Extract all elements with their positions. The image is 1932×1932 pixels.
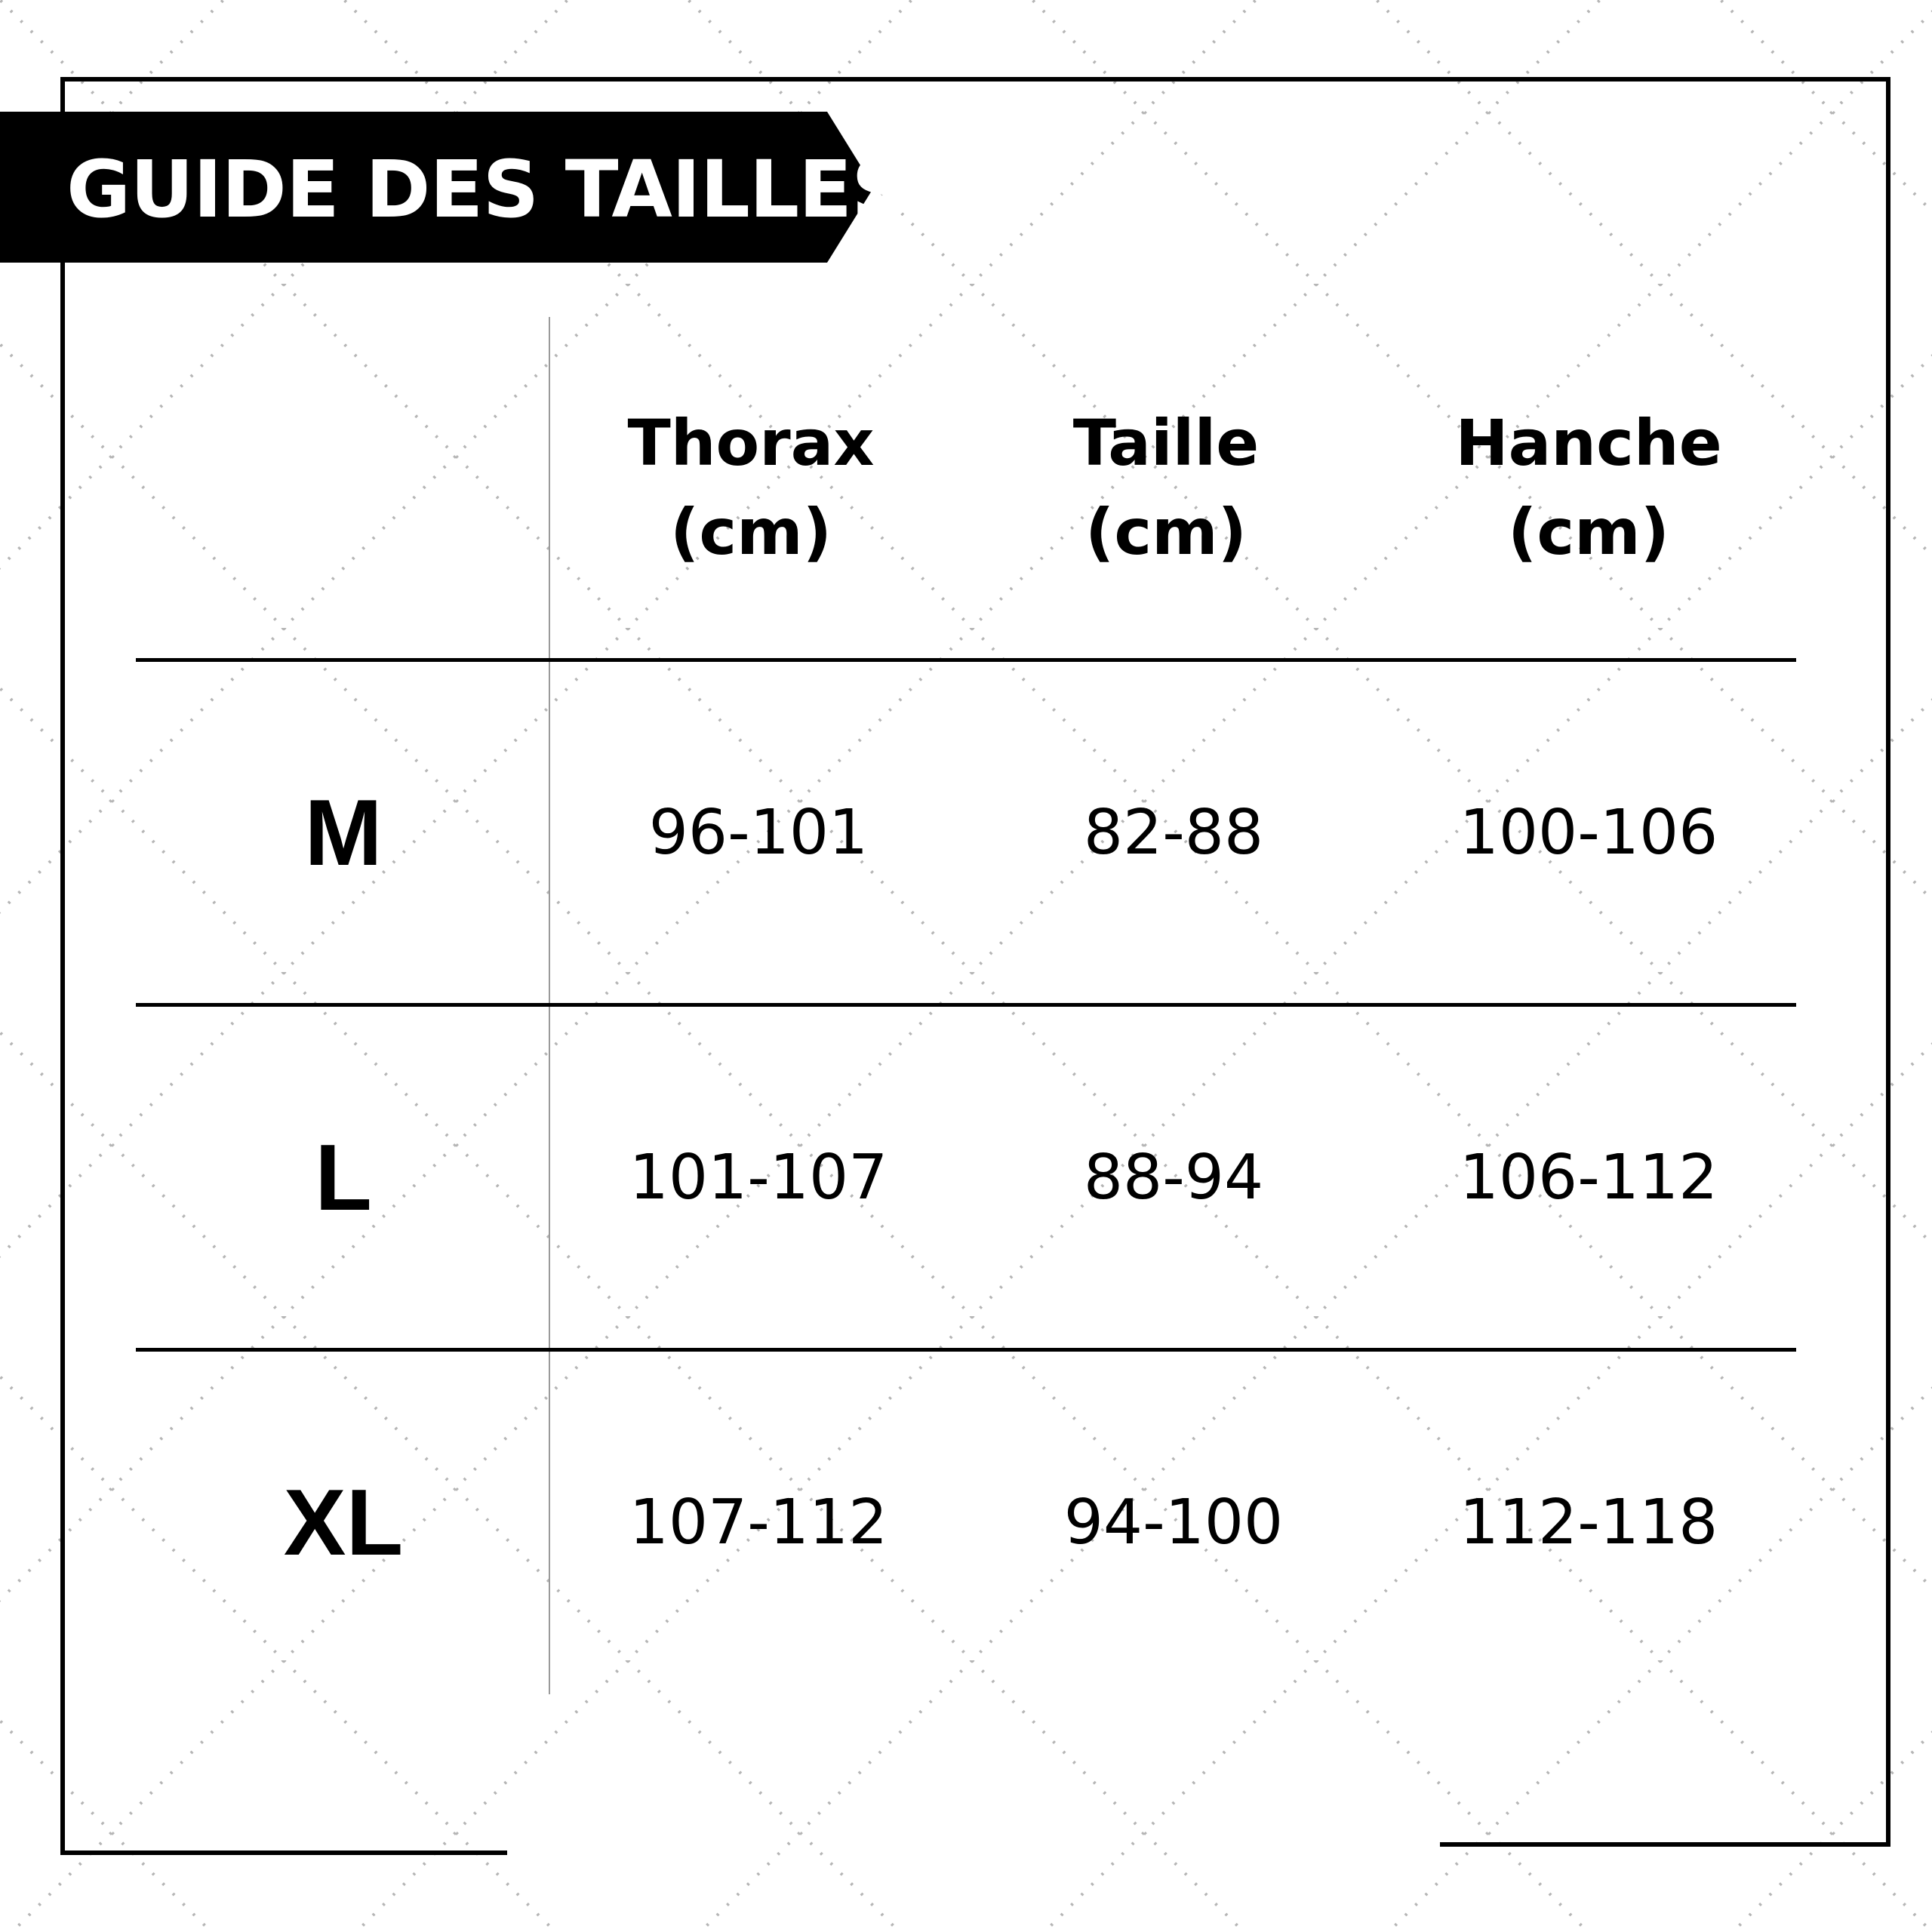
frame-top-edge bbox=[60, 77, 1890, 82]
cell-l-taille: 88-94 bbox=[1083, 1142, 1264, 1214]
column-header-unit: (cm) bbox=[1507, 495, 1670, 569]
frame-right-edge bbox=[1886, 77, 1890, 1847]
column-header-taille bbox=[977, 398, 1355, 577]
size-label-xl: XL bbox=[283, 1471, 404, 1575]
frame-bottom-right-segment bbox=[1440, 1842, 1890, 1847]
page-title: GUIDE DES TAILLES bbox=[66, 143, 908, 235]
cell-m-thorax: 96-101 bbox=[648, 797, 869, 869]
size-label-l: L bbox=[315, 1126, 372, 1230]
size-label-m: M bbox=[304, 781, 383, 885]
title-banner bbox=[0, 112, 908, 263]
header-rule bbox=[136, 658, 1796, 662]
cell-m-taille: 82-88 bbox=[1083, 797, 1264, 869]
frame-left-edge bbox=[60, 77, 65, 1855]
row-rule-l bbox=[136, 1348, 1796, 1352]
row-rule-m bbox=[136, 1003, 1796, 1007]
column-header-unit: (cm) bbox=[1084, 495, 1247, 569]
column-header-unit: (cm) bbox=[669, 495, 832, 569]
cell-xl-taille: 94-100 bbox=[1063, 1487, 1284, 1558]
column-header-name: Taille bbox=[1072, 406, 1260, 480]
cell-l-thorax: 101-107 bbox=[629, 1142, 888, 1214]
frame-bottom-left-segment bbox=[60, 1850, 507, 1855]
column-header-name: Thorax bbox=[627, 406, 875, 480]
cell-m-hanche: 100-106 bbox=[1459, 797, 1718, 869]
column-header-hanche bbox=[1400, 398, 1777, 577]
cell-xl-thorax: 107-112 bbox=[629, 1487, 888, 1558]
cell-xl-hanche: 112-118 bbox=[1459, 1487, 1718, 1558]
column-header-name: Hanche bbox=[1455, 406, 1722, 480]
cell-l-hanche: 106-112 bbox=[1459, 1142, 1718, 1214]
column-header-thorax bbox=[562, 398, 940, 577]
